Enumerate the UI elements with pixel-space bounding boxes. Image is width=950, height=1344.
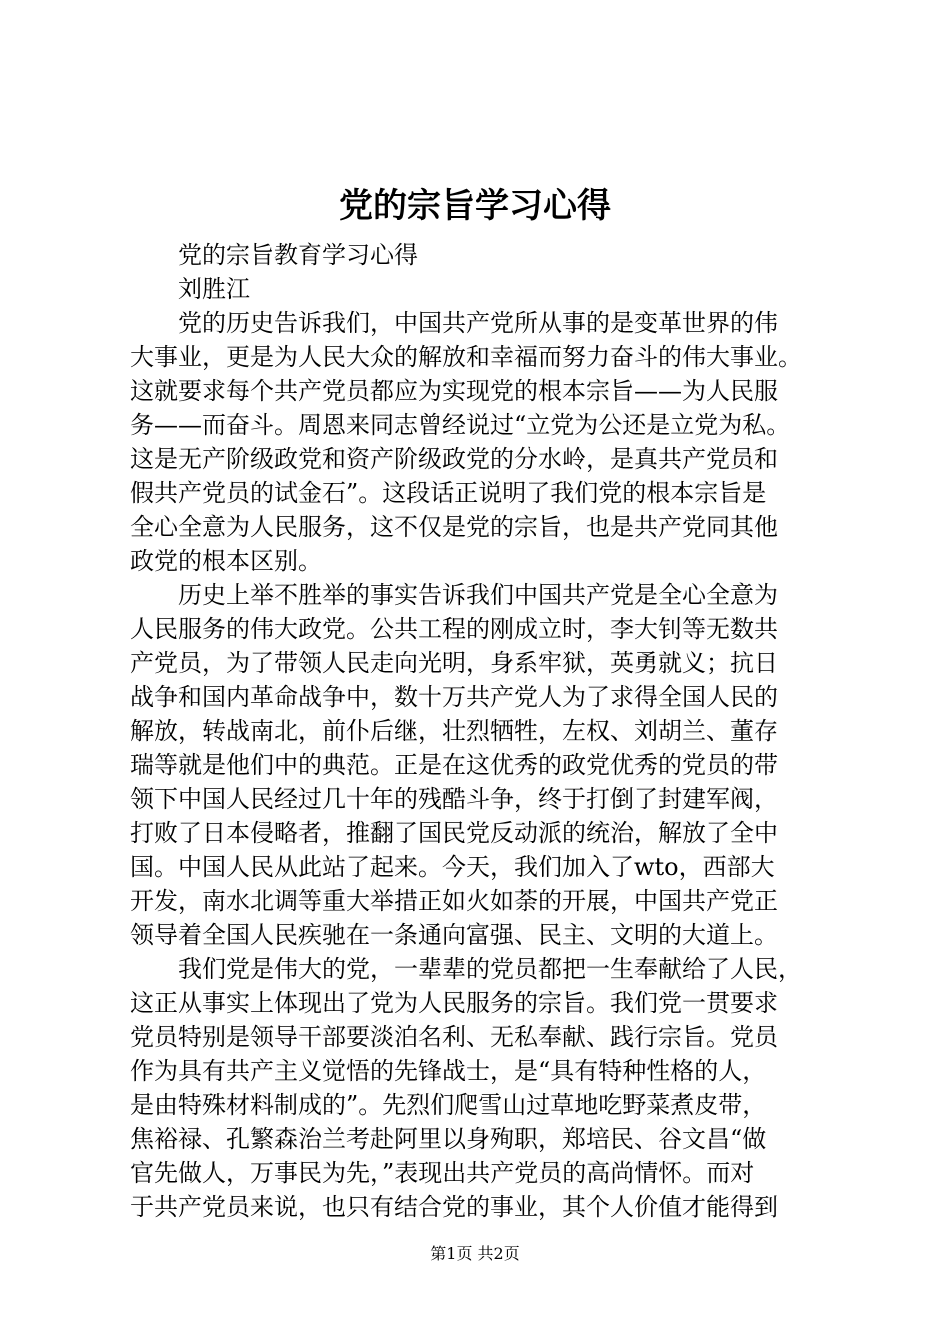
paragraph-line: 这就要求每个共产党员都应为实现党的根本宗旨——为人民服: [130, 377, 778, 405]
paragraph-line: 这是无产阶级政党和资产阶级政党的分水岭，是真共产党员和: [130, 445, 778, 473]
paragraph-line: 历史上举不胜举的事实告诉我们中国共产党是全心全意为: [178, 581, 778, 609]
paragraph-line: 瑞等就是他们中的典范。正是在这优秀的政党优秀的党员的带: [130, 751, 778, 779]
paragraph-line: 解放，转战南北，前仆后继，壮烈牺牲，左权、刘胡兰、董存: [130, 717, 778, 745]
paragraph-line: 领下中国人民经过几十年的残酷斗争，终于打倒了封建军阀，: [130, 785, 778, 813]
paragraph-line: 作为具有共产主义觉悟的先锋战士，是“具有特种性格的人，: [130, 1057, 767, 1085]
paragraph-line: 党的历史告诉我们，中国共产党所从事的是变革世界的伟: [178, 309, 778, 337]
page-footer: 第1页 共2页: [430, 1244, 520, 1263]
paragraph-line: 产党员，为了带领人民走向光明，身系牢狱，英勇就义；抗日: [130, 649, 778, 677]
paragraph-line: 这正从事实上体现出了党为人民服务的宗旨。我们党一贯要求: [130, 989, 778, 1017]
document-title: 党的宗旨学习心得: [339, 186, 611, 226]
paragraph-line: 务——而奋斗。周恩来同志曾经说过“立党为公还是立党为私。: [130, 411, 791, 439]
paragraph-line: 全心全意为人民服务，这不仅是党的宗旨，也是共产党同其他: [130, 513, 778, 541]
paragraph-line: 于共产党员来说，也只有结合党的事业，其个人价值才能得到: [130, 1193, 778, 1221]
paragraph-line: 是由特殊材料制成的”。先烈们爬雪山过草地吃野菜煮皮带，: [130, 1091, 767, 1119]
paragraph-line: 开发，南水北调等重大举措正如火如荼的开展，中国共产党正: [130, 887, 778, 915]
paragraph-line: 我们党是伟大的党，一辈辈的党员都把一生奉献给了人民，: [178, 955, 802, 983]
paragraph-line: 政党的根本区别。: [130, 547, 322, 575]
paragraph-line: 官先做人，万事民为先，”表现出共产党员的高尚情怀。而对: [130, 1159, 755, 1187]
author-line: 刘胜江: [178, 275, 250, 303]
paragraph-line: 国。中国人民从此站了起来。今天，我们加入了wto，西部大: [130, 853, 775, 881]
subtitle-line: 党的宗旨教育学习心得: [178, 241, 418, 269]
paragraph-line: 焦裕禄、孔繁森治兰考赴阿里以身殉职，郑培民、谷文昌“做: [130, 1125, 767, 1153]
paragraph-line: 战争和国内革命战争中，数十万共产党人为了求得全国人民的: [130, 683, 778, 711]
paragraph-line: 假共产党员的试金石”。这段话正说明了我们党的根本宗旨是: [130, 479, 767, 507]
paragraph-line: 打败了日本侵略者，推翻了国民党反动派的统治，解放了全中: [130, 819, 778, 847]
paragraph-line: 人民服务的伟大政党。公共工程的刚成立时，李大钊等无数共: [130, 615, 778, 643]
paragraph-line: 党员特别是领导干部要淡泊名利、无私奉献、践行宗旨。党员: [130, 1023, 778, 1051]
paragraph-line: 大事业，更是为人民大众的解放和幸福而努力奋斗的伟大事业。: [130, 343, 802, 371]
paragraph-line: 领导着全国人民疾驰在一条通向富强、民主、文明的大道上。: [130, 921, 778, 949]
